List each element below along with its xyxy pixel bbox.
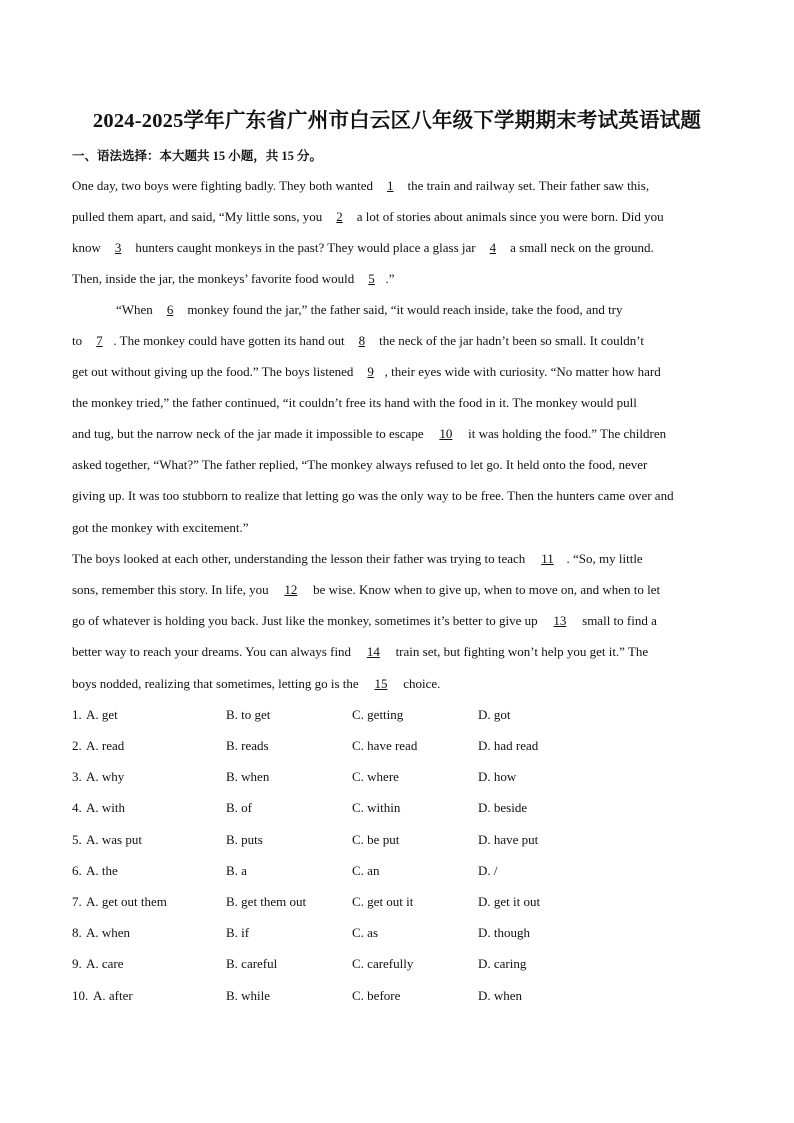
- option-b: B. to get: [226, 707, 271, 722]
- option-d: D. get it out: [478, 894, 541, 909]
- answer-blank: 8: [358, 333, 366, 348]
- passage-line: [72, 676, 440, 692]
- passage-text: One day, two boys were fighting badly. They both wanted: [72, 178, 377, 193]
- option-b: B. while: [226, 988, 271, 1003]
- option-b: B. puts: [226, 832, 263, 847]
- passage-text: small to find a: [578, 613, 657, 628]
- option-d: D. beside: [478, 800, 528, 815]
- passage-text: asked together, “What?” The father replied, “The monkey always refused to let go. It held onto the food, never: [72, 457, 648, 472]
- question-number: 9.: [72, 956, 82, 971]
- passage-text: train set, but fighting won’t help you get it.” The: [392, 644, 649, 659]
- question-number: 3.: [72, 769, 82, 784]
- option-b: B. get them out: [226, 894, 307, 909]
- question-number: 2.: [72, 738, 82, 753]
- option-d: D. have put: [478, 832, 539, 847]
- answer-blank: 7: [96, 333, 103, 348]
- option-d: D. though: [478, 925, 530, 940]
- option-d: D. got: [478, 707, 511, 722]
- option-c: C. getting: [352, 707, 404, 722]
- passage-line: [72, 364, 661, 380]
- passage-text: Then, inside the jar, the monkeys’ favorite food would: [72, 271, 358, 286]
- option-c: C. get out it: [352, 894, 414, 909]
- option-c: C. within: [352, 800, 401, 815]
- option-a: A. get out them: [86, 894, 167, 909]
- option-c: C. carefully: [352, 956, 414, 971]
- passage-text: . “So, my little: [566, 551, 643, 566]
- passage-text: the neck of the jar hadn’t been so small. It couldn’t: [375, 333, 644, 348]
- passage-line: [72, 209, 664, 225]
- option-b: B. of: [226, 800, 252, 815]
- option-c: C. where: [352, 769, 399, 784]
- passage-text: it was holding the food.” The children: [464, 426, 667, 441]
- option-c: C. have read: [352, 738, 418, 753]
- answer-blank: 9: [367, 364, 374, 379]
- passage-line: [72, 520, 249, 536]
- passage-text: hunters caught monkeys in the past? They would place a glass jar: [132, 240, 479, 255]
- passage-text: the monkey tried,” the father continued, “it couldn’t free its hand with the food in it. The monkey would pull: [72, 395, 637, 410]
- passage-line: [72, 551, 643, 567]
- passage-line: [72, 178, 649, 194]
- option-a: A. with: [86, 800, 125, 815]
- option-b: B. if: [226, 925, 250, 940]
- option-a: A. care: [86, 956, 124, 971]
- answer-blank: 2: [336, 209, 343, 224]
- passage-line: [72, 613, 657, 629]
- option-d: D. /: [478, 863, 498, 878]
- option-a: A. read: [86, 738, 125, 753]
- option-c: C. as: [352, 925, 378, 940]
- passage-text: a small neck on the ground.: [506, 240, 654, 255]
- option-b: B. a: [226, 863, 247, 878]
- answer-blank: 10: [439, 426, 453, 441]
- passage-line: [72, 582, 660, 598]
- passage-text: better way to reach your dreams. You can always find: [72, 644, 355, 659]
- passage-line: [72, 333, 644, 349]
- passage-text: the train and railway set. Their father saw this,: [404, 178, 650, 193]
- passage-line: [72, 644, 648, 660]
- passage-text: , their eyes wide with curiosity. “No matter how hard: [384, 364, 661, 379]
- answer-blank: 1: [386, 178, 394, 193]
- passage-line: [116, 302, 623, 318]
- passage-text: and tug, but the narrow neck of the jar made it impossible to escape: [72, 426, 427, 441]
- section-heading: 一、语法选择：本大题共 15 小题，共 15 分。: [72, 149, 323, 163]
- question-number: 7.: [72, 894, 82, 909]
- passage-text: .”: [385, 271, 395, 286]
- passage-line: [72, 488, 674, 504]
- question-number: 1.: [72, 707, 82, 722]
- passage-text: . The monkey could have gotten its hand out: [113, 333, 348, 348]
- answer-blank: 15: [374, 676, 388, 691]
- passage-line: [72, 457, 647, 473]
- passage-line: [72, 426, 666, 442]
- question-number: 10.: [72, 988, 89, 1003]
- option-a: A. was put: [86, 832, 142, 847]
- option-c: C. an: [352, 863, 380, 878]
- passage-text: be wise. Know when to give up, when to move on, and when to let: [309, 582, 661, 597]
- option-a: A. get: [86, 707, 118, 722]
- option-d: D. when: [478, 988, 523, 1003]
- passage-text: know: [72, 240, 105, 255]
- passage-text: giving up. It was too stubborn to realize that letting go was the only way to be free. Then the hunters came over and: [72, 488, 674, 503]
- answer-blank: 3: [114, 240, 122, 255]
- answer-blank: 4: [489, 240, 497, 255]
- option-a: A. why: [86, 769, 125, 784]
- passage-line: [72, 395, 637, 411]
- option-b: B. careful: [226, 956, 278, 971]
- option-a: A. the: [86, 863, 118, 878]
- passage-text: to: [72, 333, 86, 348]
- option-d: D. caring: [478, 956, 527, 971]
- passage-text: go of whatever is holding you back. Just like the monkey, sometimes it’s better to give up: [72, 613, 541, 628]
- passage-text: pulled them apart, and said, “My little sons, you: [72, 209, 326, 224]
- option-a: A. when: [86, 925, 131, 940]
- option-a: A. after: [93, 988, 133, 1003]
- question-number: 4.: [72, 800, 82, 815]
- passage-line: [72, 240, 654, 256]
- option-b: B. when: [226, 769, 270, 784]
- option-c: C. before: [352, 988, 401, 1003]
- answer-blank: 14: [366, 644, 380, 659]
- passage-text: sons, remember this story. In life, you: [72, 582, 272, 597]
- passage-text: a lot of stories about animals since you were born. Did you: [353, 209, 664, 224]
- answer-blank: 12: [284, 582, 298, 597]
- question-number: 5.: [72, 832, 82, 847]
- answer-blank: 5: [368, 271, 375, 286]
- passage-text: The boys looked at each other, understanding the lesson their father was trying to teach: [72, 551, 529, 566]
- option-d: D. how: [478, 769, 517, 784]
- answer-blank: 6: [166, 302, 174, 317]
- question-number: 6.: [72, 863, 82, 878]
- passage-text: monkey found the jar,” the father said, “it would reach inside, take the food, and try: [184, 302, 623, 317]
- passage-text: boys nodded, realizing that sometimes, letting go is the: [72, 676, 362, 691]
- option-d: D. had read: [478, 738, 539, 753]
- passage-text: “When: [116, 302, 157, 317]
- option-c: C. be put: [352, 832, 400, 847]
- question-number: 8.: [72, 925, 82, 940]
- answer-blank: 13: [553, 613, 567, 628]
- passage-text: choice.: [399, 676, 441, 691]
- passage-line: [72, 271, 395, 287]
- answer-blank: 11: [541, 551, 554, 566]
- passage-text: got the monkey with excitement.”: [72, 520, 249, 535]
- document-title: 2024-2025学年广东省广州市白云区八年级下学期期末考试英语试题: [92, 110, 702, 132]
- passage-text: get out without giving up the food.” The boys listened: [72, 364, 357, 379]
- option-b: B. reads: [226, 738, 269, 753]
